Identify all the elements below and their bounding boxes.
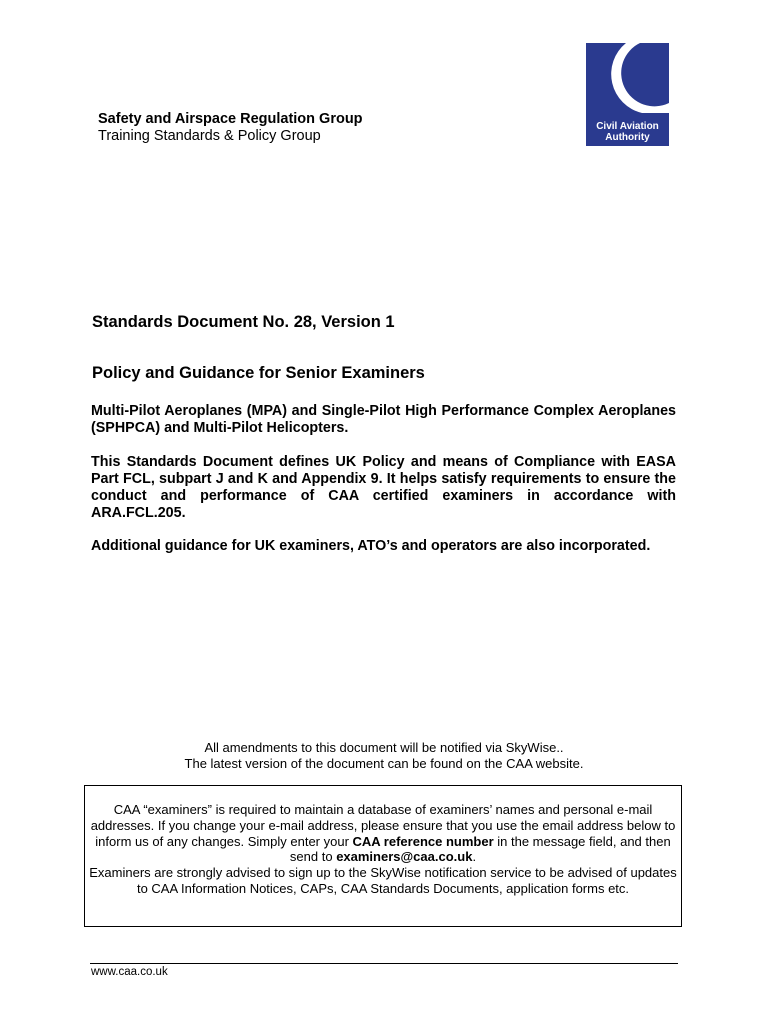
latest-version-note: The latest version of the document can be found on the CAA website. (184, 756, 584, 771)
notice-reference-number: CAA reference number (352, 833, 494, 849)
notice-part3: . (472, 849, 477, 865)
examiner-notice-box (84, 785, 682, 927)
notice-part1: CAA “examiners” is required to maintain a database of examiners’ names and personal e-mail addresses. If you change your e-mail address, please ensure that you use the email address below to inform us of any changes. Simply enter your (90, 802, 676, 849)
notice-paragraph (85, 802, 681, 865)
document-subtitle: Policy and Guidance for Senior Examiners (92, 364, 425, 382)
notice-skywise-paragraph: Examiners are strongly advised to sign up to the SkyWise notification service to be advised of updates to CAA Information Notices, CAPs, CAA Standards Documents, application forms etc. (89, 865, 677, 896)
logo-text (586, 121, 669, 143)
org-name: Safety and Airspace Regulation Group (98, 111, 363, 127)
amendments-note: All amendments to this document will be notified via SkyWise.. (204, 740, 564, 755)
notice-email-link[interactable]: examiners@caa.co.uk (336, 849, 473, 865)
policy-paragraph: This Standards Document defines UK Policy and means of Compliance with EASA Part FCL, subpart J and K and Appendix 9. It helps satisfy requirements to ensure the conduct and performance of CAA certified examiners in accordance with ARA.FCL.205. (91, 454, 676, 521)
scope-paragraph: Multi-Pilot Aeroplanes (MPA) and Single-Pilot High Performance Complex Aeroplanes (SPHPCA) and Multi-Pilot Helicopters. (91, 403, 676, 436)
caa-logo (586, 43, 669, 146)
notice-part2: in the message field, and then send to (289, 833, 671, 865)
footer-url-link[interactable]: www.caa.co.uk (91, 966, 168, 978)
org-department: Training Standards & Policy Group (98, 128, 321, 144)
guidance-paragraph: Additional guidance for UK examiners, ATO’s and operators are also incorporated. (91, 538, 651, 554)
logo-text-line2: Authority (605, 132, 650, 143)
document-title: Standards Document No. 28, Version 1 (92, 313, 395, 331)
logo-text-line1: Civil Aviation (596, 121, 659, 132)
notice-text (85, 802, 681, 897)
footer-divider (90, 963, 678, 964)
